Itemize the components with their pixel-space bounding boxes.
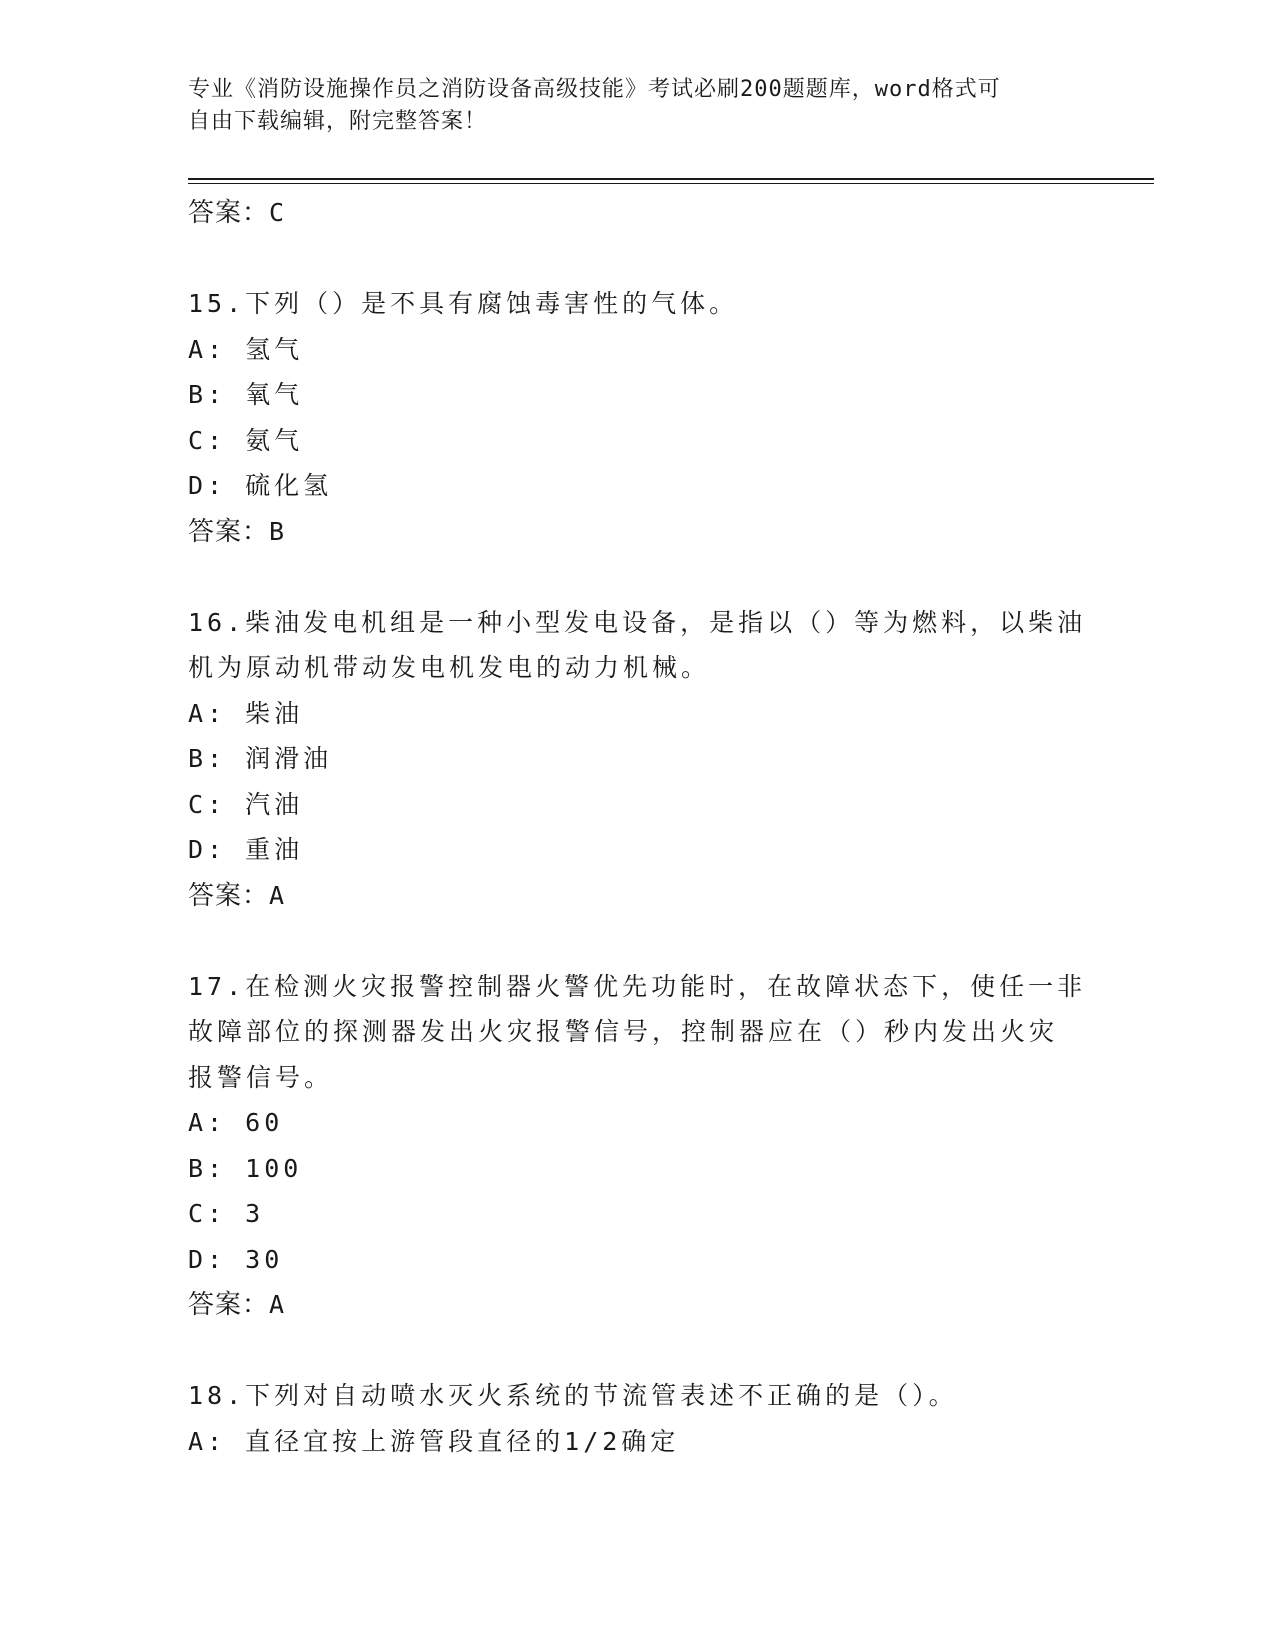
question-18 <box>188 1373 1088 1464</box>
option-b: B: 100 <box>188 1153 303 1183</box>
answer-value: C <box>269 198 286 227</box>
option-a: A: 柴油 <box>188 698 304 728</box>
question-text: 17.在检测火灾报警控制器火警优先功能时，在故障状态下，使任一非 <box>188 971 1087 1001</box>
option-a: A: 直径宜按上游管段直径的1/2确定 <box>188 1426 680 1456</box>
question-15 <box>188 281 1088 554</box>
spacer <box>188 554 1088 600</box>
question-text: 16.柴油发电机组是一种小型发电设备，是指以（）等为燃料，以柴油 <box>188 607 1087 637</box>
option-d: D: 硫化氢 <box>188 471 333 500</box>
answer-value: B <box>269 516 286 546</box>
answer-label: 答案： <box>188 198 270 228</box>
spacer <box>188 1328 1088 1374</box>
answer-value: A <box>269 880 286 910</box>
answer-line <box>188 1282 1088 1328</box>
answer-line <box>188 509 1088 555</box>
option-a: A: 氢气 <box>188 334 304 364</box>
answer-label: 答案： <box>188 1290 270 1320</box>
option-b: B: 氧气 <box>188 380 304 409</box>
question-text: 报警信号。 <box>188 1062 334 1092</box>
answer-line <box>188 190 1088 236</box>
question-content <box>188 190 1088 1464</box>
answer-label: 答案： <box>188 516 270 547</box>
question-17 <box>188 964 1088 1328</box>
answer-value: A <box>269 1290 286 1319</box>
header-divider-thin <box>188 183 1154 184</box>
question-text: 故障部位的探测器发出火灾报警信号，控制器应在（）秒内发出火灾 <box>188 1017 1059 1046</box>
question-text: 机为原动机带动发电机发电的动力机械。 <box>188 653 711 682</box>
option-c: C: 汽油 <box>188 789 304 819</box>
option-d: D: 30 <box>188 1244 284 1274</box>
option-c: C: 3 <box>188 1199 265 1228</box>
answer-label: 答案： <box>188 880 270 911</box>
option-b: B: 润滑油 <box>188 744 333 773</box>
document-header <box>188 74 1068 138</box>
option-c: C: 氨气 <box>188 425 304 455</box>
question-16 <box>188 600 1088 919</box>
option-d: D: 重油 <box>188 835 304 864</box>
answer-line <box>188 873 1088 919</box>
header-line-1: 专业《消防设施操作员之消防设备高级技能》考试必刷200题题库，word格式可 <box>188 77 1001 102</box>
option-a: A: 60 <box>188 1108 284 1137</box>
question-text: 18.下列对自动喷水灭火系统的节流管表述不正确的是（）。 <box>188 1381 958 1410</box>
header-line-2: 自由下载编辑，附完整答案！ <box>188 109 488 134</box>
spacer <box>188 236 1088 282</box>
header-divider-thick <box>188 178 1154 180</box>
question-text: 15.下列（）是不具有腐蚀毒害性的气体。 <box>188 289 739 318</box>
spacer <box>188 918 1088 964</box>
